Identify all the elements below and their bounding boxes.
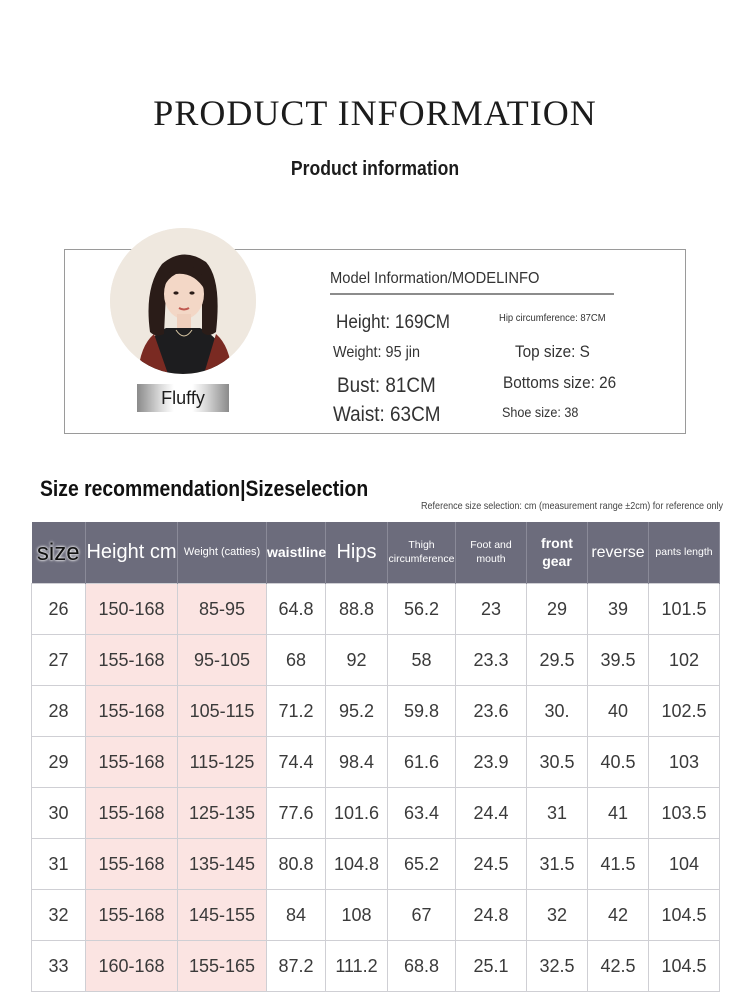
cell-front-gear: 29 [527, 584, 588, 635]
table-row [32, 584, 720, 635]
model-info-heading: Model Information/MODELINFO [330, 270, 540, 287]
header-weight: Weight (catties) [178, 522, 267, 584]
cell-front-gear: 31 [527, 788, 588, 839]
cell-front-gear: 32.5 [527, 941, 588, 992]
cell-foot-mouth: 23.9 [456, 737, 527, 788]
cell-weight: 135-145 [178, 839, 267, 890]
cell-hips: 92 [326, 635, 388, 686]
header-pants-length: pants length [649, 522, 720, 584]
model-hip: Hip circumference: 87CM [499, 312, 606, 324]
cell-front-gear: 30. [527, 686, 588, 737]
page-title: PRODUCT INFORMATION [153, 93, 597, 133]
cell-weight: 155-165 [178, 941, 267, 992]
cell-height: 155-168 [86, 788, 178, 839]
cell-size: 26 [32, 584, 86, 635]
cell-hips: 88.8 [326, 584, 388, 635]
cell-front-gear: 29.5 [527, 635, 588, 686]
cell-waistline: 80.8 [267, 839, 326, 890]
cell-height: 155-168 [86, 839, 178, 890]
cell-pants-length: 103 [649, 737, 720, 788]
table-row [32, 686, 720, 737]
header-hips: Hips [326, 522, 388, 584]
cell-front-gear: 32 [527, 890, 588, 941]
cell-size: 31 [32, 839, 86, 890]
cell-height: 150-168 [86, 584, 178, 635]
cell-reverse: 41.5 [588, 839, 649, 890]
header-foot-mouth: Foot and mouth [456, 522, 527, 584]
model-weight: Weight: 95 jin [333, 344, 420, 361]
cell-reverse: 40 [588, 686, 649, 737]
cell-pants-length: 102.5 [649, 686, 720, 737]
model-bust: Bust: 81CM [337, 374, 436, 397]
cell-height: 155-168 [86, 635, 178, 686]
cell-hips: 111.2 [326, 941, 388, 992]
cell-height: 160-168 [86, 941, 178, 992]
size-chart-table [31, 522, 720, 992]
model-avatar [110, 228, 256, 374]
header-height: Height cm [86, 522, 178, 584]
cell-pants-length: 101.5 [649, 584, 720, 635]
model-height: Height: 169CM [336, 312, 451, 333]
model-info-divider [330, 293, 614, 295]
cell-waistline: 77.6 [267, 788, 326, 839]
cell-thigh: 59.8 [388, 686, 456, 737]
cell-size: 29 [32, 737, 86, 788]
cell-pants-length: 104.5 [649, 890, 720, 941]
cell-thigh: 61.6 [388, 737, 456, 788]
cell-thigh: 67 [388, 890, 456, 941]
cell-hips: 98.4 [326, 737, 388, 788]
cell-foot-mouth: 23.6 [456, 686, 527, 737]
cell-weight: 145-155 [178, 890, 267, 941]
cell-size: 27 [32, 635, 86, 686]
cell-reverse: 39 [588, 584, 649, 635]
header-reverse: reverse [588, 522, 649, 584]
cell-weight: 95-105 [178, 635, 267, 686]
cell-foot-mouth: 24.4 [456, 788, 527, 839]
cell-weight: 85-95 [178, 584, 267, 635]
cell-weight: 115-125 [178, 737, 267, 788]
page-subtitle: Product information [290, 158, 460, 180]
table-row [32, 839, 720, 890]
cell-reverse: 40.5 [588, 737, 649, 788]
cell-thigh: 63.4 [388, 788, 456, 839]
cell-height: 155-168 [86, 890, 178, 941]
cell-thigh: 56.2 [388, 584, 456, 635]
cell-size: 30 [32, 788, 86, 839]
header-thigh: Thigh circumference [388, 522, 456, 584]
model-name-tag [137, 384, 229, 412]
cell-pants-length: 103.5 [649, 788, 720, 839]
table-row [32, 890, 720, 941]
model-portrait-image [110, 228, 256, 374]
model-top-size: Top size: S [515, 342, 590, 361]
model-waist: Waist: 63CM [333, 403, 441, 426]
table-header-row [32, 522, 720, 584]
cell-thigh: 58 [388, 635, 456, 686]
cell-pants-length: 104 [649, 839, 720, 890]
model-shoe-size: Shoe size: 38 [502, 404, 579, 420]
cell-height: 155-168 [86, 686, 178, 737]
cell-reverse: 42 [588, 890, 649, 941]
table-row [32, 737, 720, 788]
cell-waistline: 64.8 [267, 584, 326, 635]
cell-waistline: 74.4 [267, 737, 326, 788]
cell-hips: 95.2 [326, 686, 388, 737]
cell-waistline: 71.2 [267, 686, 326, 737]
cell-foot-mouth: 25.1 [456, 941, 527, 992]
header-size: size [32, 522, 86, 584]
table-row [32, 788, 720, 839]
cell-foot-mouth: 23 [456, 584, 527, 635]
cell-reverse: 41 [588, 788, 649, 839]
cell-pants-length: 104.5 [649, 941, 720, 992]
cell-waistline: 84 [267, 890, 326, 941]
cell-foot-mouth: 24.8 [456, 890, 527, 941]
cell-front-gear: 30.5 [527, 737, 588, 788]
cell-hips: 108 [326, 890, 388, 941]
model-name: Fluffy [161, 388, 205, 408]
cell-size: 28 [32, 686, 86, 737]
cell-weight: 105-115 [178, 686, 267, 737]
reference-note: Reference size selection: cm (measurement range ±2cm) for reference only [421, 500, 724, 512]
size-section-heading: Size recommendation|Sizeselection [40, 476, 369, 501]
cell-hips: 101.6 [326, 788, 388, 839]
header-front-gear: front gear [527, 522, 588, 584]
model-bottoms-size: Bottoms size: 26 [503, 373, 617, 392]
cell-foot-mouth: 24.5 [456, 839, 527, 890]
cell-weight: 125-135 [178, 788, 267, 839]
cell-size: 33 [32, 941, 86, 992]
cell-size: 32 [32, 890, 86, 941]
cell-waistline: 68 [267, 635, 326, 686]
cell-thigh: 65.2 [388, 839, 456, 890]
cell-reverse: 42.5 [588, 941, 649, 992]
table-row [32, 941, 720, 992]
cell-pants-length: 102 [649, 635, 720, 686]
cell-foot-mouth: 23.3 [456, 635, 527, 686]
cell-hips: 104.8 [326, 839, 388, 890]
cell-reverse: 39.5 [588, 635, 649, 686]
table-row [32, 635, 720, 686]
cell-waistline: 87.2 [267, 941, 326, 992]
cell-thigh: 68.8 [388, 941, 456, 992]
cell-height: 155-168 [86, 737, 178, 788]
cell-front-gear: 31.5 [527, 839, 588, 890]
header-waistline: waistline [267, 522, 326, 584]
